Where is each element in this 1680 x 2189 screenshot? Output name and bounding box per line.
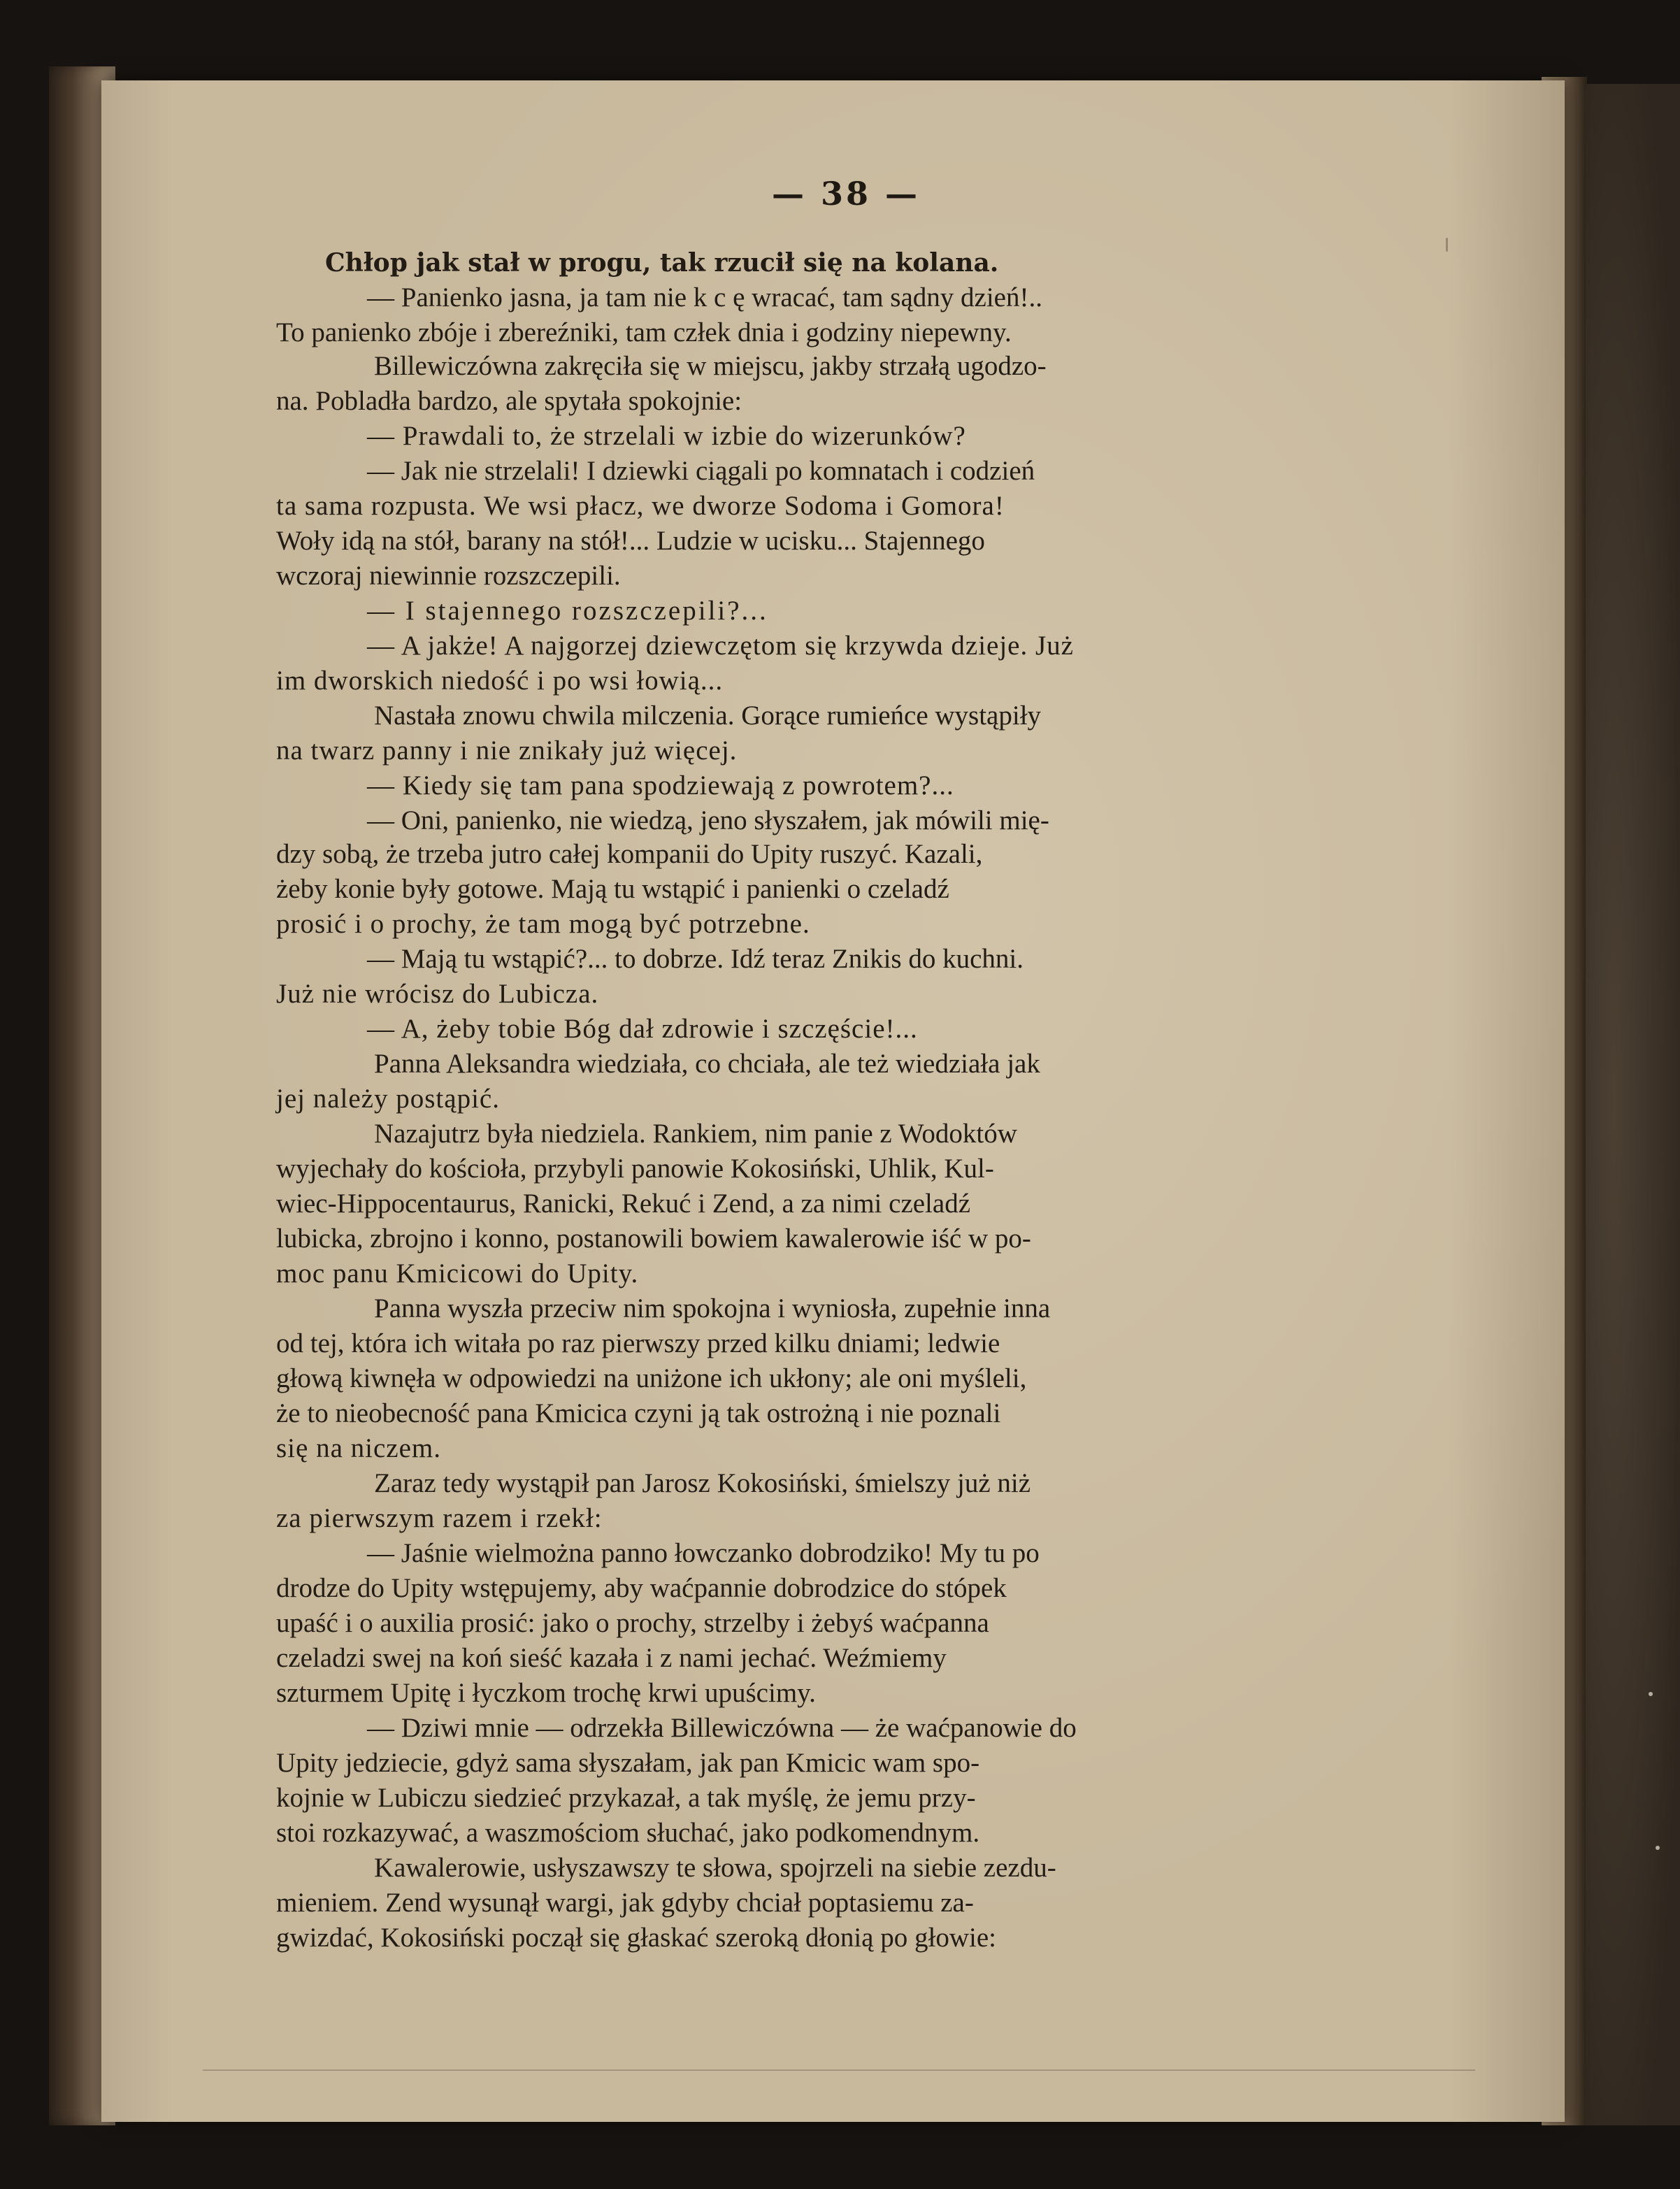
text-line: lubicka, zbrojno i konno, postanowili bowiem kawalerowie iść w po- — [276, 1223, 1031, 1254]
text-line: kojnie w Lubiczu siedzieć przykazał, a tak myślę, że jemu przy- — [276, 1783, 976, 1813]
text-line: — Dziwi mnie — odrzekła Billewiczówna — że waćpanowie do — [367, 1713, 1077, 1743]
text-line: To panienko zbóje i zbereźniki, tam człek dnia i godziny niepewny. — [276, 317, 1012, 347]
page-scratch — [1446, 238, 1448, 252]
text-line: mieniem. Zend wysunął wargi, jak gdyby chciał poptasiemu za- — [276, 1888, 974, 1918]
dust-speck — [1649, 1692, 1653, 1696]
text-line: na. Pobladła bardzo, ale spytała spokojnie: — [276, 386, 742, 416]
page-bottom-edge — [203, 2069, 1475, 2071]
text-line: Już nie wrócisz do Lubicza. — [276, 979, 599, 1009]
text-line: dzy sobą, że trzeba jutro całej kompanii do Upity ruszyć. Kazali, — [276, 839, 983, 869]
text-line: Chłop jak stał w progu, tak rzucił się na kolana. — [325, 248, 999, 278]
text-line: się na niczem. — [276, 1433, 441, 1463]
text-line: Upity jedziecie, gdyż sama słyszałam, jak pan Kmicic wam spo- — [276, 1748, 980, 1778]
text-line: — A jakże! A najgorzej dziewczętom się krzywda dzieje. Już — [367, 631, 1074, 661]
text-line: wiec-Hippocentaurus, Ranicki, Rekuć i Zend, a za nimi czeladź — [276, 1189, 971, 1219]
text-line: Panna Aleksandra wiedziała, co chciała, ale też wiedziała jak — [374, 1049, 1040, 1079]
text-line: — Panienko jasna, ja tam nie k c ę wracać, tam sądny dzień!.. — [367, 282, 1042, 313]
text-line: Billewiczówna zakręciła się w miejscu, jakby strzałą ugodzo- — [374, 351, 1047, 381]
text-line: im dworskich niedość i po wsi łowią... — [276, 666, 724, 696]
text-line: — A, żeby tobie Bóg dał zdrowie i szczęście!... — [367, 1014, 918, 1044]
text-line: — Oni, panienko, nie wiedzą, jeno słyszałem, jak mówili mię- — [367, 805, 1049, 835]
text-line: od tej, która ich witała po raz pierwszy przed kilku dniami; ledwie — [276, 1328, 1000, 1358]
text-line: — Mają tu wstąpić?... to dobrze. Idź teraz Znikis do kuchni. — [367, 944, 1024, 974]
text-line: drodze do Upity wstępujemy, aby waćpannie dobrodzice do stópek — [276, 1573, 1007, 1603]
text-line: moc panu Kmicicowi do Upity. — [276, 1258, 639, 1289]
book-cover-right — [1586, 84, 1680, 2125]
text-line: za pierwszym razem i rzekł: — [276, 1503, 603, 1533]
text-line: — Jaśnie wielmożna panno łowczanko dobrodziko! My tu po — [367, 1538, 1040, 1568]
text-line: wczoraj niewinnie rozszczepili. — [276, 561, 621, 591]
page-number: — 38 — — [771, 175, 921, 213]
text-line: — I stajennego rozszczepili?... — [367, 596, 768, 626]
text-line: upaść i o auxilia prosić: jako o prochy, strzelby i żebyś waćpanna — [276, 1608, 989, 1638]
text-line: Kawalerowie, usłyszawszy te słowa, spojrzeli na siebie zezdu- — [374, 1853, 1056, 1883]
text-line: głową kiwnęła w odpowiedzi na uniżone ich ukłony; ale oni myśleli, — [276, 1363, 1027, 1393]
text-line: żeby konie były gotowe. Mają tu wstąpić i panienki o czeladź — [276, 874, 949, 904]
text-line: prosić i o prochy, że tam mogą być potrzebne. — [276, 909, 810, 939]
text-line: że to nieobecność pana Kmicica czyni ją tak ostrożną i nie poznali — [276, 1398, 1001, 1428]
text-line: Panna wyszła przeciw nim spokojna i wyniosła, zupełnie inna — [374, 1293, 1051, 1323]
text-line: jej należy postąpić. — [276, 1084, 500, 1114]
text-line: Nastała znowu chwila milczenia. Gorące rumieńce wystąpiły — [374, 701, 1042, 731]
text-line: Zaraz tedy wystąpił pan Jarosz Kokosiński, śmielszy już niż — [374, 1468, 1031, 1498]
text-line: na twarz panny i nie znikały już więcej. — [276, 735, 738, 766]
text-line: Woły idą na stół, barany na stół!... Ludzie w ucisku... Stajennego — [276, 526, 985, 556]
text-line: gwizdać, Kokosiński począł się głaskać szeroką dłonią po głowie: — [276, 1923, 996, 1953]
text-line: — Jak nie strzelali! I dziewki ciągali po komnatach i codzień — [367, 456, 1035, 486]
text-line: czeladzi swej na koń sieść kazała i z nami jechać. Weźmiemy — [276, 1643, 947, 1673]
text-line: — Prawdali to, że strzelali w izbie do wizerunków? — [367, 421, 966, 451]
text-line: wyjechały do kościoła, przybyli panowie Kokosiński, Uhlik, Kul- — [276, 1154, 994, 1184]
dust-speck — [1656, 1846, 1660, 1850]
text-line: stoi rozkazywać, a waszmościom słuchać, jako podkomendnym. — [276, 1818, 980, 1848]
text-line: — Kiedy się tam pana spodziewają z powrotem?... — [367, 770, 954, 801]
text-line: ta sama rozpusta. We wsi płacz, we dworze Sodoma i Gomora! — [276, 491, 1005, 521]
text-line: Nazajutrz była niedziela. Rankiem, nim panie z Wodoktów — [374, 1119, 1017, 1149]
text-line: szturmem Upitę i łyczkom trochę krwi upuścimy. — [276, 1678, 816, 1708]
